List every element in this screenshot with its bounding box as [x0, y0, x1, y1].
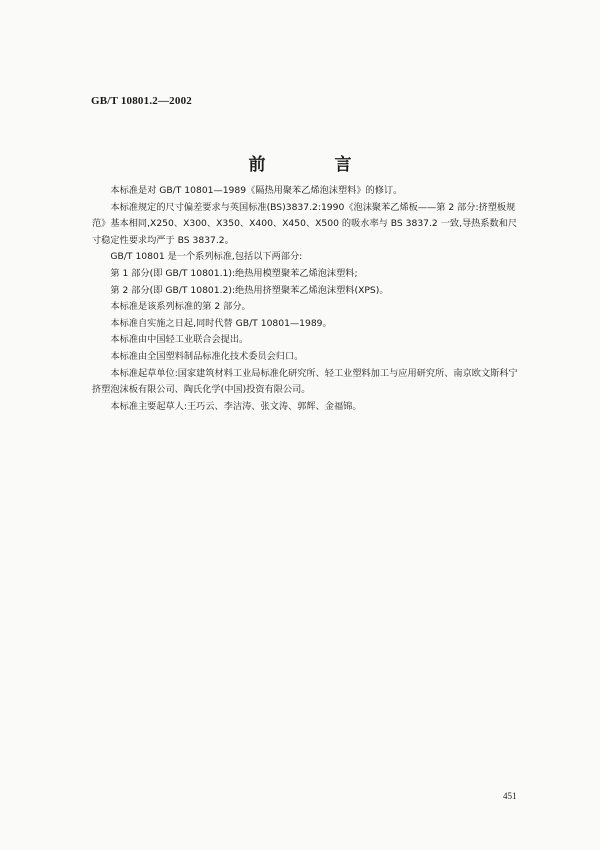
- paragraph-series-intro: GB/T 10801 是一个系列标准,包括以下两部分:: [110, 251, 303, 263]
- paragraph-part-2: 第 2 部分(即 GB/T 10801.2):绝热用挤塑聚苯乙烯泡沫塑料(XPS)。: [110, 284, 389, 296]
- paragraph-comparison: 本标准规定的尺寸偏差要求与英国标准(BS)3837.2:1990《泡沫聚苯乙烯板——第 2 部分:挤塑板规范》基本相同,X250、X300、X350、X400、X450、X500 的吸水率与 BS 3837.2 一致,导热系数和尺寸稳定性要求均严于 BS 3837.2。: [92, 201, 518, 246]
- foreword-body: [92, 183, 524, 415]
- paragraph-proposed-by: 本标准由中国轻工业联合会提出。: [110, 334, 249, 346]
- page-title: 前 言: [248, 155, 378, 175]
- paragraph-part-1: 第 1 部分(即 GB/T 10801.1):绝热用模塑聚苯乙烯泡沫塑料;: [110, 267, 358, 279]
- paragraph-revision: 本标准是对 GB/T 10801—1989《隔热用聚苯乙烯泡沫塑料》的修订。: [110, 185, 403, 196]
- paragraph-this-part: 本标准是该系列标准的第 2 部分。: [110, 301, 251, 313]
- paragraph-drafters: 本标准主要起草人:王巧云、李洁涛、张文涛、郭辉、金福锦。: [110, 400, 362, 412]
- standard-code: GB/T 10801.2—2002: [91, 95, 192, 107]
- page-number: 451: [503, 791, 517, 801]
- paragraph-managed-by: 本标准由全国塑料制品标准化技术委员会归口。: [110, 350, 304, 362]
- paragraph-replaces: 本标准自实施之日起,同时代替 GB/T 10801—1989。: [110, 317, 332, 329]
- paragraph-drafting-units: 本标准起草单位:国家建筑材料工业局标准化研究所、轻工业塑料加工与应用研究所、南京欧文斯科宁挤塑泡沫板有限公司、陶氏化学(中国)投资有限公司。: [92, 367, 518, 396]
